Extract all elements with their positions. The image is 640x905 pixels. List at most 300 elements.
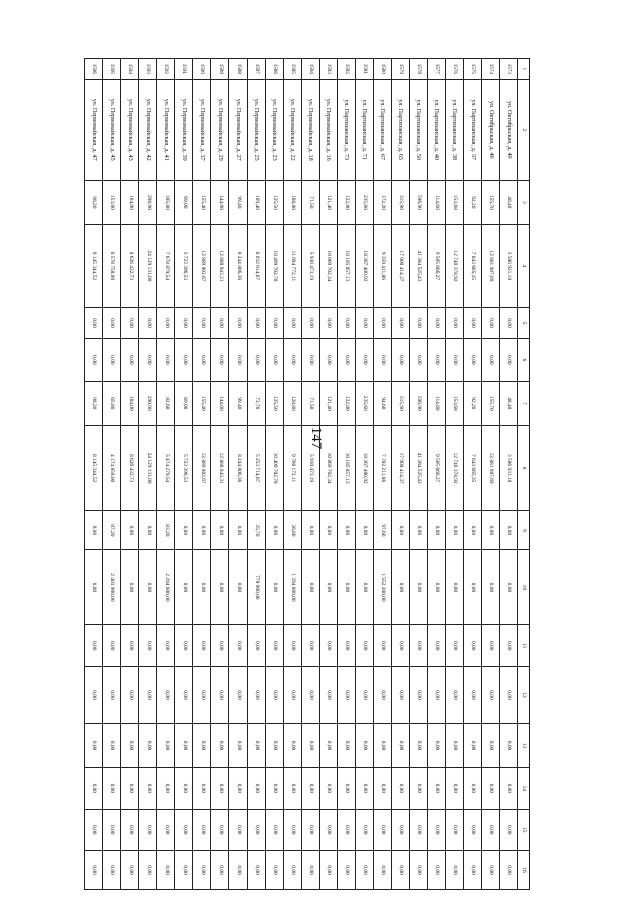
value-cell: 0,00 <box>301 768 319 809</box>
value-cell: 0,00 <box>85 625 103 666</box>
value-cell: 12 888 943,31 <box>211 425 229 511</box>
value-cell: 71,50 <box>301 180 319 224</box>
value-cell: 69,00 <box>175 180 193 224</box>
value-cell: 0,00 <box>265 550 283 625</box>
value-cell: 0,00 <box>373 338 391 381</box>
value-cell: 0,00 <box>193 307 211 338</box>
value-cell: 0,00 <box>229 511 247 550</box>
value-cell: 155,40 <box>193 180 211 224</box>
value-cell: 0,00 <box>193 723 211 767</box>
value-cell: 0,00 <box>193 338 211 381</box>
value-cell: 41 384 525,43 <box>409 224 427 307</box>
value-cell: 0,00 <box>301 851 319 890</box>
value-cell: 0,00 <box>247 723 265 767</box>
value-cell: 0,00 <box>247 851 265 890</box>
value-cell: 0,00 <box>265 338 283 381</box>
value-cell: 0,00 <box>337 768 355 809</box>
value-cell: 18 367 400,92 <box>355 224 373 307</box>
value-cell: 0,00 <box>265 307 283 338</box>
value-cell: 0,00 <box>373 625 391 666</box>
value-cell: 0,00 <box>121 511 139 550</box>
value-cell: 0,00 <box>211 338 229 381</box>
value-cell: 82,60 <box>157 381 175 425</box>
value-cell: 97,60 <box>373 511 391 550</box>
value-cell: 83,20 <box>157 511 175 550</box>
value-cell: 0,00 <box>445 851 463 890</box>
value-cell: 0,00 <box>265 666 283 723</box>
value-cell: 12 889 802,67 <box>193 425 211 511</box>
value-cell: 0,00 <box>121 625 139 666</box>
value-cell: 0,00 <box>103 307 121 338</box>
value-cell: 0,00 <box>121 768 139 809</box>
address-cell: ул. Первомайская, д. 43 <box>121 79 139 180</box>
value-cell: 0,00 <box>175 550 193 625</box>
register-table <box>84 58 530 890</box>
value-cell: 0,00 <box>427 550 445 625</box>
value-cell: 109,40 <box>247 180 265 224</box>
value-cell: 0,00 <box>499 550 517 625</box>
value-cell: 0,00 <box>247 625 265 666</box>
value-cell: 0,00 <box>373 851 391 890</box>
value-cell: 0,00 <box>463 666 481 723</box>
column-number-3: 3 <box>518 180 530 224</box>
value-cell: 0,00 <box>121 338 139 381</box>
value-cell: 0,00 <box>211 809 229 850</box>
value-cell: 0,00 <box>427 666 445 723</box>
row-number-cell: 1586 <box>265 59 283 80</box>
table-row <box>157 59 175 890</box>
value-cell: 12 740 378,92 <box>445 425 463 511</box>
value-cell: 0,00 <box>391 625 409 666</box>
value-cell: 104,00 <box>121 180 139 224</box>
value-cell: 290,90 <box>139 381 157 425</box>
value-cell: 0,00 <box>175 851 193 890</box>
value-cell: 0,00 <box>355 511 373 550</box>
value-cell: 0,00 <box>337 511 355 550</box>
value-cell: 0,00 <box>463 768 481 809</box>
address-cell: ул. Первомайская, д. 23 <box>265 79 283 180</box>
value-cell: 3 586 931,18 <box>499 425 517 511</box>
table-row <box>499 59 517 890</box>
column-number-12: 12 <box>518 666 530 723</box>
value-cell: 0,00 <box>427 809 445 850</box>
address-cell: ул. Партизанская, д. 65 <box>391 79 409 180</box>
value-cell: 0,00 <box>229 809 247 850</box>
value-cell: 0,00 <box>319 809 337 850</box>
value-cell: 17 908 414,37 <box>391 425 409 511</box>
value-cell: 0,00 <box>103 768 121 809</box>
value-cell: 0,00 <box>319 723 337 767</box>
value-cell: 0,00 <box>409 666 427 723</box>
row-number-cell: 1587 <box>247 59 265 80</box>
value-cell: 0,00 <box>301 625 319 666</box>
value-cell: 0,00 <box>409 851 427 890</box>
value-cell: 0,00 <box>427 768 445 809</box>
value-cell: 778 900,00 <box>247 550 265 625</box>
value-cell: 0,00 <box>337 625 355 666</box>
value-cell: 0,00 <box>211 666 229 723</box>
value-cell: 0,00 <box>373 666 391 723</box>
value-cell: 5 930 473,19 <box>301 224 319 307</box>
value-cell: 0,00 <box>499 307 517 338</box>
value-cell: 0,00 <box>211 625 229 666</box>
value-cell: 0,00 <box>445 625 463 666</box>
value-cell: 0,00 <box>463 625 481 666</box>
value-cell: 0,00 <box>355 338 373 381</box>
table-row <box>283 59 301 890</box>
value-cell: 8 244 806,36 <box>229 425 247 511</box>
value-cell: 0,00 <box>229 550 247 625</box>
value-cell: 0,00 <box>247 666 265 723</box>
value-cell: 596,90 <box>409 381 427 425</box>
value-cell: 0,00 <box>409 338 427 381</box>
value-cell: 0,00 <box>229 666 247 723</box>
row-number-cell: 1583 <box>319 59 337 80</box>
value-cell: 0,00 <box>391 723 409 767</box>
value-cell: 0,00 <box>319 550 337 625</box>
value-cell: 0,00 <box>175 666 193 723</box>
value-cell: 0,00 <box>499 338 517 381</box>
value-cell: 0,00 <box>463 809 481 850</box>
row-number-cell: 1581 <box>355 59 373 80</box>
value-cell: 0,00 <box>121 851 139 890</box>
value-cell: 0,00 <box>445 768 463 809</box>
value-cell: 69,00 <box>175 381 193 425</box>
value-cell: 0,00 <box>139 666 157 723</box>
value-cell: 0,00 <box>373 768 391 809</box>
value-cell: 0,00 <box>85 338 103 381</box>
value-cell: 596,90 <box>409 180 427 224</box>
value-cell: 48,48 <box>499 180 517 224</box>
address-cell: ул. Октябрьская, д. 40 <box>499 79 517 180</box>
value-cell: 41 384 525,43 <box>409 425 427 511</box>
value-cell: 0,00 <box>121 307 139 338</box>
value-cell: 24 129 131,08 <box>139 425 157 511</box>
value-cell: 0,00 <box>409 550 427 625</box>
value-cell: 0,00 <box>265 625 283 666</box>
value-cell: 0,00 <box>247 307 265 338</box>
column-number-14: 14 <box>518 768 530 809</box>
address-cell: ул. Первомайская, д. 22 <box>283 79 301 180</box>
row-number-cell: 1577 <box>427 59 445 80</box>
value-cell: 0,00 <box>193 625 211 666</box>
value-cell: 153,00 <box>103 180 121 224</box>
address-cell: ул. Партизанская, д. 71 <box>355 79 373 180</box>
value-cell: 0,00 <box>463 723 481 767</box>
value-cell: 0,00 <box>193 768 211 809</box>
value-cell: 9 700 172,11 <box>283 425 301 511</box>
value-cell: 0,00 <box>445 550 463 625</box>
value-cell: 8 244 806,36 <box>229 224 247 307</box>
value-cell: 0,00 <box>391 851 409 890</box>
value-cell: 0,00 <box>301 511 319 550</box>
value-cell: 0,00 <box>427 625 445 666</box>
value-cell: 0,00 <box>211 511 229 550</box>
value-cell: 9 505 666,27 <box>427 224 445 307</box>
address-cell: ул. Первомайская, д. 27 <box>229 79 247 180</box>
value-cell: 6 032 614,67 <box>247 224 265 307</box>
value-cell: 0,00 <box>499 625 517 666</box>
value-cell: 0,00 <box>175 809 193 850</box>
row-number-cell: 1591 <box>175 59 193 80</box>
address-cell: ул. Партизанская, д. 67 <box>373 79 391 180</box>
value-cell: 0,00 <box>121 809 139 850</box>
value-cell: 0,00 <box>391 338 409 381</box>
value-cell: 290,90 <box>139 180 157 224</box>
value-cell: 0,00 <box>319 511 337 550</box>
value-cell: 0,00 <box>157 338 175 381</box>
table-row <box>481 59 499 890</box>
value-cell: 0,00 <box>229 307 247 338</box>
value-cell: 0,00 <box>481 550 499 625</box>
row-number-cell: 1594 <box>121 59 139 80</box>
register-table-container <box>84 58 530 890</box>
value-cell: 0,00 <box>139 625 157 666</box>
address-cell: ул. Первомайская, д. 16 <box>319 79 337 180</box>
column-number-7: 7 <box>518 381 530 425</box>
value-cell: 12 881 987,69 <box>481 224 499 307</box>
value-cell: 2 403 900,00 <box>103 550 121 625</box>
value-cell: 7 643 665,35 <box>463 224 481 307</box>
value-cell: 0,00 <box>211 851 229 890</box>
address-cell: ул. Партизанская, д. 73 <box>337 79 355 180</box>
column-number-5: 5 <box>518 307 530 338</box>
value-cell: 0,00 <box>391 768 409 809</box>
value-cell: 0,00 <box>283 307 301 338</box>
row-number-cell: 1589 <box>211 59 229 80</box>
row-number-cell: 1588 <box>229 59 247 80</box>
value-cell: 0,00 <box>427 851 445 890</box>
value-cell: 0,00 <box>301 307 319 338</box>
value-cell: 0,00 <box>139 307 157 338</box>
value-cell: 0,00 <box>157 768 175 809</box>
table-row <box>373 59 391 890</box>
address-cell: ул. Первомайская, д. 41 <box>157 79 175 180</box>
value-cell: 0,00 <box>175 307 193 338</box>
table-row <box>445 59 463 890</box>
value-cell: 144,00 <box>211 381 229 425</box>
value-cell: 12 888 943,31 <box>211 224 229 307</box>
value-cell: 104,00 <box>121 381 139 425</box>
value-cell: 0,00 <box>157 625 175 666</box>
value-cell: 7 678 879,54 <box>157 224 175 307</box>
value-cell: 35,70 <box>247 511 265 550</box>
value-cell: 73,70 <box>247 381 265 425</box>
value-cell: 0,00 <box>229 768 247 809</box>
address-cell: ул. Партизанская, д. 37 <box>463 79 481 180</box>
column-number-2: 2 <box>518 79 530 180</box>
value-cell: 0,00 <box>445 511 463 550</box>
value-cell: 0,00 <box>499 511 517 550</box>
value-cell: 121,40 <box>319 381 337 425</box>
value-cell: 0,00 <box>355 625 373 666</box>
address-cell: ул. Первомайская, д. 39 <box>175 79 193 180</box>
value-cell: 0,00 <box>103 666 121 723</box>
value-cell: 5 474 279,54 <box>157 425 175 511</box>
value-cell: 0,00 <box>139 338 157 381</box>
value-cell: 0,00 <box>337 809 355 850</box>
value-cell: 0,00 <box>319 666 337 723</box>
value-cell: 0,00 <box>481 625 499 666</box>
value-cell: 0,00 <box>481 307 499 338</box>
column-number-15: 15 <box>518 809 530 850</box>
value-cell: 0,00 <box>85 723 103 767</box>
row-number-cell: 1582 <box>337 59 355 80</box>
value-cell: 87,20 <box>103 511 121 550</box>
table-row <box>319 59 337 890</box>
value-cell: 0,00 <box>481 666 499 723</box>
value-cell: 114,60 <box>427 180 445 224</box>
value-cell: 0,00 <box>247 338 265 381</box>
table-row <box>85 59 103 890</box>
table-row <box>193 59 211 890</box>
value-cell: 0,00 <box>319 625 337 666</box>
column-number-16: 16 <box>518 851 530 890</box>
value-cell: 0,00 <box>139 768 157 809</box>
value-cell: 0,00 <box>427 338 445 381</box>
table-row <box>265 59 283 890</box>
value-cell: 0,00 <box>391 666 409 723</box>
value-cell: 0,00 <box>229 625 247 666</box>
value-cell: 92,20 <box>463 381 481 425</box>
value-cell: 0,00 <box>211 723 229 767</box>
row-number-cell: 1592 <box>157 59 175 80</box>
value-cell: 0,00 <box>499 809 517 850</box>
value-cell: 11 094 772,11 <box>283 224 301 307</box>
row-number-cell: 1574 <box>481 59 499 80</box>
value-cell: 0,00 <box>319 307 337 338</box>
value-cell: 0,00 <box>481 851 499 890</box>
value-cell: 125,50 <box>265 180 283 224</box>
value-cell: 7 643 665,35 <box>463 425 481 511</box>
table-row <box>463 59 481 890</box>
value-cell: 0,00 <box>103 338 121 381</box>
value-cell: 0,00 <box>337 723 355 767</box>
table-row <box>409 59 427 890</box>
value-cell: 0,00 <box>355 723 373 767</box>
column-number-11: 11 <box>518 625 530 666</box>
value-cell: 0,00 <box>337 338 355 381</box>
row-number-cell: 1584 <box>301 59 319 80</box>
value-cell: 0,00 <box>139 511 157 550</box>
row-number-cell: 1580 <box>373 59 391 80</box>
value-cell: 0,00 <box>409 768 427 809</box>
value-cell: 0,00 <box>463 338 481 381</box>
value-cell: 0,00 <box>265 809 283 850</box>
value-cell: 0,00 <box>211 307 229 338</box>
value-cell: 0,00 <box>481 511 499 550</box>
value-cell: 0,00 <box>409 809 427 850</box>
value-cell: 8 145 344,52 <box>85 224 103 307</box>
row-number-cell: 1585 <box>283 59 301 80</box>
value-cell: 0,00 <box>355 307 373 338</box>
value-cell: 0,00 <box>139 550 157 625</box>
address-cell: ул. Партизанская, д. 50 <box>409 79 427 180</box>
address-cell: ул. Первомайская, д. 37 <box>193 79 211 180</box>
value-cell: 0,00 <box>265 768 283 809</box>
value-cell: 0,00 <box>355 550 373 625</box>
address-cell: ул. Партизанская, д. 40 <box>427 79 445 180</box>
value-cell: 0,00 <box>283 666 301 723</box>
value-cell: 0,00 <box>103 809 121 850</box>
value-cell: 125,50 <box>265 381 283 425</box>
table-row <box>139 59 157 890</box>
row-number-cell: 1590 <box>193 59 211 80</box>
value-cell: 0,00 <box>103 851 121 890</box>
value-cell: 0,00 <box>301 723 319 767</box>
column-number-row <box>518 59 530 890</box>
value-cell: 4 174 858,00 <box>103 425 121 511</box>
value-cell: 8 626 432,73 <box>121 425 139 511</box>
value-cell: 0,00 <box>337 550 355 625</box>
value-cell: 153,68 <box>445 180 463 224</box>
value-cell: 0,00 <box>85 768 103 809</box>
table-row <box>229 59 247 890</box>
value-cell: 0,00 <box>409 625 427 666</box>
value-cell: 0,00 <box>391 550 409 625</box>
value-cell: 0,00 <box>265 851 283 890</box>
value-cell: 0,00 <box>85 851 103 890</box>
value-cell: 98,20 <box>85 381 103 425</box>
value-cell: 71,50 <box>301 381 319 425</box>
value-cell: 0,00 <box>85 511 103 550</box>
value-cell: 99,40 <box>229 381 247 425</box>
value-cell: 0,00 <box>157 809 175 850</box>
value-cell: 0,00 <box>265 511 283 550</box>
table-row <box>337 59 355 890</box>
address-cell: ул. Первомайская, д. 29 <box>211 79 229 180</box>
address-cell: ул. Партизанская, д. 38 <box>445 79 463 180</box>
value-cell: 0,00 <box>139 809 157 850</box>
value-cell: 2 204 600,00 <box>157 550 175 625</box>
value-cell: 10 409 702,78 <box>265 224 283 307</box>
value-cell: 0,00 <box>319 851 337 890</box>
value-cell: 0,00 <box>229 851 247 890</box>
value-cell: 0,00 <box>427 723 445 767</box>
value-cell: 92,20 <box>463 180 481 224</box>
value-cell: 0,00 <box>175 338 193 381</box>
value-cell: 0,00 <box>193 666 211 723</box>
value-cell: 9 359 411,86 <box>373 224 391 307</box>
value-cell: 0,00 <box>265 723 283 767</box>
table-row <box>427 59 445 890</box>
value-cell: 5 723 396,53 <box>175 224 193 307</box>
value-cell: 0,00 <box>211 550 229 625</box>
value-cell: 0,00 <box>85 809 103 850</box>
value-cell: 153,68 <box>445 381 463 425</box>
table-row <box>247 59 265 890</box>
value-cell: 0,00 <box>175 768 193 809</box>
address-cell: ул. Первомайская, д. 42 <box>139 79 157 180</box>
value-cell: 0,00 <box>373 723 391 767</box>
row-number-cell: 1573 <box>499 59 517 80</box>
value-cell: 10 185 857,13 <box>337 425 355 511</box>
value-cell: 0,00 <box>463 550 481 625</box>
column-number-1: 1 <box>518 59 530 80</box>
value-cell: 155,70 <box>481 381 499 425</box>
value-cell: 9 505 666,27 <box>427 425 445 511</box>
value-cell: 10 185 857,13 <box>337 224 355 307</box>
value-cell: 0,00 <box>427 511 445 550</box>
column-number-10: 10 <box>518 550 530 625</box>
value-cell: 0,00 <box>463 511 481 550</box>
value-cell: 0,00 <box>427 307 445 338</box>
value-cell: 0,00 <box>283 723 301 767</box>
value-cell: 172,20 <box>373 180 391 224</box>
value-cell: 0,00 <box>499 666 517 723</box>
value-cell: 0,00 <box>283 768 301 809</box>
value-cell: 94,60 <box>373 381 391 425</box>
